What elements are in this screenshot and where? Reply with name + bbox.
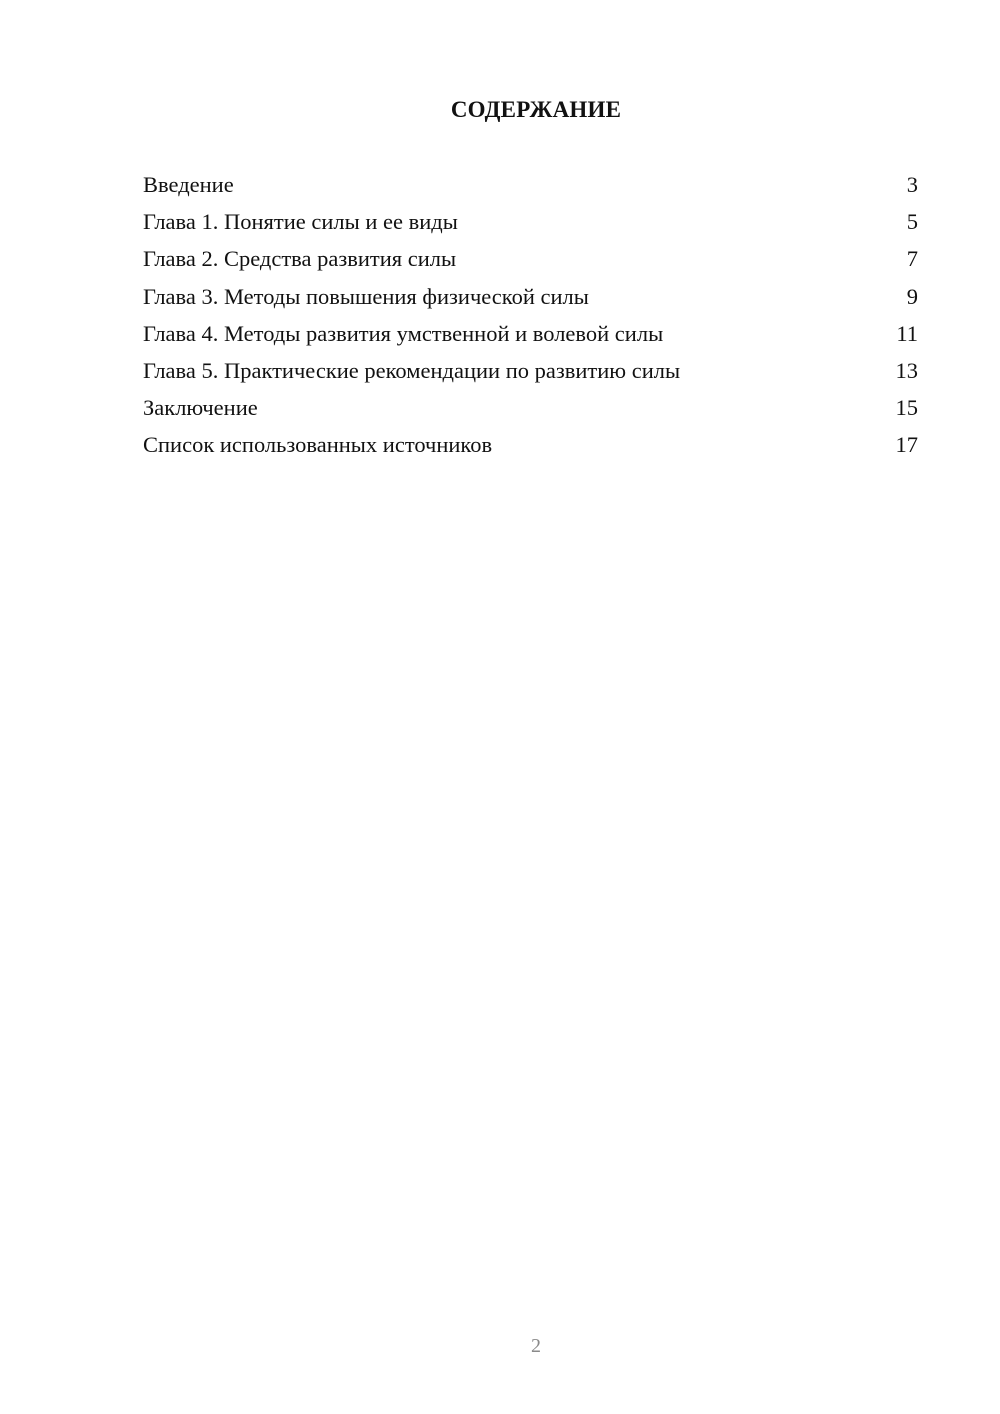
toc-entry-page: 3 bbox=[906, 172, 918, 197]
toc-entry-page: 9 bbox=[906, 283, 918, 309]
toc-entry-title: Глава 1. Понятие силы и ее виды bbox=[143, 209, 458, 235]
toc-entry-title: Глава 5. Практические рекомендации по развитию силы bbox=[143, 357, 681, 383]
toc-entry-page: 13 bbox=[895, 357, 918, 383]
page-number: 2 bbox=[531, 1335, 541, 1357]
toc-entry-title: Список использованных источников bbox=[143, 432, 493, 458]
toc-entry-page: 15 bbox=[895, 395, 918, 421]
toc-entry-title: Введение bbox=[143, 172, 234, 197]
toc-entry-chapter-2 bbox=[143, 240, 918, 277]
toc-entry-chapter-3 bbox=[143, 278, 918, 315]
toc-entry-chapter-1 bbox=[143, 203, 918, 240]
table-of-contents bbox=[143, 166, 918, 464]
toc-entry-references bbox=[143, 426, 918, 463]
toc-entry-title: Заключение bbox=[143, 395, 258, 421]
toc-entry-page: 5 bbox=[906, 209, 918, 235]
toc-entry-page: 7 bbox=[906, 246, 918, 272]
toc-entry-chapter-4 bbox=[143, 315, 918, 352]
toc-entry-page: 17 bbox=[895, 432, 918, 458]
toc-entry-title: Глава 4. Методы развития умственной и волевой силы bbox=[143, 320, 664, 346]
toc-entry-chapter-5 bbox=[143, 352, 918, 389]
toc-entry-title: Глава 3. Методы повышения физической силы bbox=[143, 283, 589, 309]
page-title: СОДЕРЖАНИЕ bbox=[450, 97, 622, 122]
toc-entry-page: 11 bbox=[896, 320, 918, 346]
toc-entry-conclusion bbox=[143, 389, 918, 426]
toc-entry-introduction bbox=[143, 166, 918, 203]
toc-entry-title: Глава 2. Средства развития силы bbox=[143, 246, 457, 272]
